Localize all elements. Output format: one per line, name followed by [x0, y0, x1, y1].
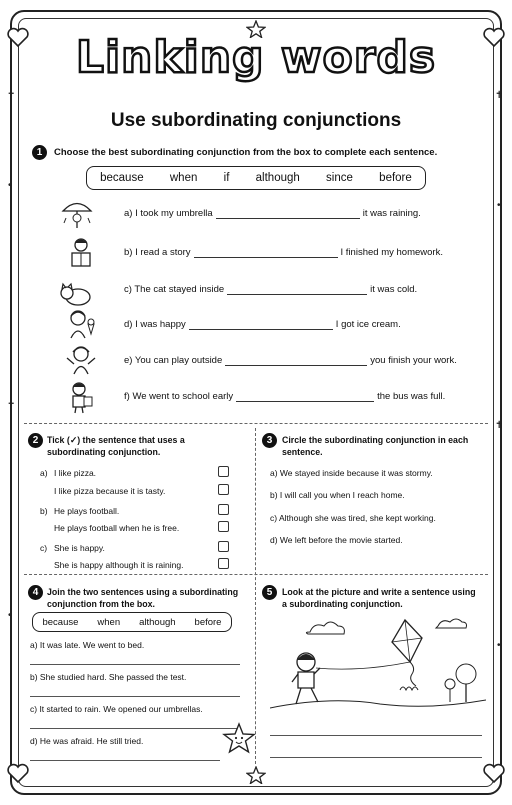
dot-icon: • [497, 640, 501, 651]
column-divider [255, 428, 256, 764]
tick-checkbox[interactable] [218, 541, 229, 552]
answer-line[interactable] [30, 696, 240, 697]
page-title: Linking words [75, 32, 437, 83]
section-number: 1 [32, 145, 47, 160]
section2-instruction: Tick (✓) the sentence that uses a subordinating conjunction. [47, 435, 185, 457]
section4-instruction: Join the two sentences using a subordinating conjunction from the box. [47, 587, 239, 609]
answer-blank[interactable] [194, 247, 338, 258]
section-divider [24, 423, 488, 424]
word-bank-item: when [97, 616, 121, 628]
word-bank-item: before [194, 616, 222, 628]
answer-line[interactable] [270, 735, 482, 736]
word-bank-item: since [326, 172, 353, 184]
dot-icon: • [8, 610, 12, 621]
tick-checkbox[interactable] [218, 558, 229, 569]
answer-blank[interactable] [225, 355, 367, 366]
circle-sentence[interactable]: a) We stayed inside because it was stormy. [270, 468, 433, 478]
option-text: She is happy. [54, 543, 105, 553]
sparkle-icon: ✝ [7, 400, 16, 411]
word-bank [32, 612, 232, 632]
word-bank [86, 166, 426, 190]
word-bank-item: when [169, 172, 198, 184]
sparkle-icon: ✝ [7, 90, 16, 101]
option-text: She is happy although it is raining. [54, 560, 184, 570]
item-label: c) [40, 543, 48, 553]
word-bank-item: although [139, 616, 176, 628]
answer-line[interactable] [30, 760, 220, 761]
section-number: 4 [28, 585, 43, 600]
sentence-b: b) I read a story I finished my homework. [124, 247, 443, 258]
sentence-e: e) You can play outside you finish your work. [124, 355, 457, 366]
cat-icon [58, 276, 92, 310]
circle-sentence[interactable]: d) We left before the movie started. [270, 535, 403, 545]
answer-blank[interactable] [227, 284, 367, 295]
join-item: a) It was late. We went to bed. [30, 640, 145, 650]
option-text: He plays football when he is free. [54, 523, 180, 533]
section-number: 2 [28, 433, 43, 448]
section5-instruction: Look at the picture and write a sentence using a subordinating conjunction. [282, 587, 476, 609]
circle-sentence[interactable]: c) Although she was tired, she kept working. [270, 513, 436, 523]
sentence-d: d) I was happy I got ice cream. [124, 319, 401, 330]
heart-icon [482, 762, 506, 784]
sentence-f: f) We went to school early the bus was full. [124, 391, 446, 402]
circle-sentence[interactable]: b) I will call you when I reach home. [270, 490, 405, 500]
sparkle-icon: ✝ [495, 90, 504, 101]
page-subtitle: Use subordinating conjunctions [110, 110, 402, 131]
word-bank-item: before [379, 172, 412, 184]
school-child-icon [64, 380, 98, 414]
join-item: b) She studied hard. She passed the test. [30, 672, 187, 682]
option-text: I like pizza. [54, 468, 97, 478]
item-label: b) [40, 506, 48, 516]
answer-blank[interactable] [189, 319, 333, 330]
sentence-a: a) I took my umbrella it was raining. [124, 208, 421, 219]
word-bank-item: if [223, 172, 230, 184]
word-bank-item: because [100, 172, 144, 184]
reading-child-icon [64, 236, 98, 270]
heart-icon [6, 762, 30, 784]
section-divider [24, 574, 488, 575]
option-text: I like pizza because it is tasty. [54, 486, 166, 496]
section-number: 5 [262, 585, 277, 600]
join-item: c) It started to rain. We opened our umbrellas. [30, 704, 203, 714]
sparkle-icon: ✝ [495, 420, 504, 431]
answer-blank[interactable] [216, 208, 360, 219]
answer-line[interactable] [270, 757, 482, 758]
tick-checkbox[interactable] [218, 484, 229, 495]
join-item: d) He was afraid. He still tried. [30, 736, 144, 746]
word-bank-item: because [42, 616, 79, 628]
playing-child-icon [64, 344, 98, 378]
star-icon [246, 766, 266, 784]
umbrella-icon [60, 198, 94, 232]
tick-checkbox[interactable] [218, 521, 229, 532]
answer-line[interactable] [30, 728, 240, 729]
word-bank-item: although [255, 172, 300, 184]
sentence-c: c) The cat stayed inside it was cold. [124, 284, 418, 295]
tick-checkbox[interactable] [218, 466, 229, 477]
dot-icon: • [8, 180, 12, 191]
item-label: a) [40, 468, 48, 478]
answer-blank[interactable] [236, 391, 374, 402]
option-text: He plays football. [54, 506, 120, 516]
dot-icon: • [497, 200, 501, 211]
section1-instruction: Choose the best subordinating conjunction from the box to complete each sentence. [54, 147, 438, 158]
ice-cream-child-icon [64, 308, 98, 342]
kite-picture [270, 612, 486, 720]
section3-instruction: Circle the subordinating conjunction in each sentence. [282, 435, 469, 457]
smiling-star-icon [222, 722, 256, 754]
answer-line[interactable] [30, 664, 240, 665]
section-number: 3 [262, 433, 277, 448]
tick-checkbox[interactable] [218, 504, 229, 515]
